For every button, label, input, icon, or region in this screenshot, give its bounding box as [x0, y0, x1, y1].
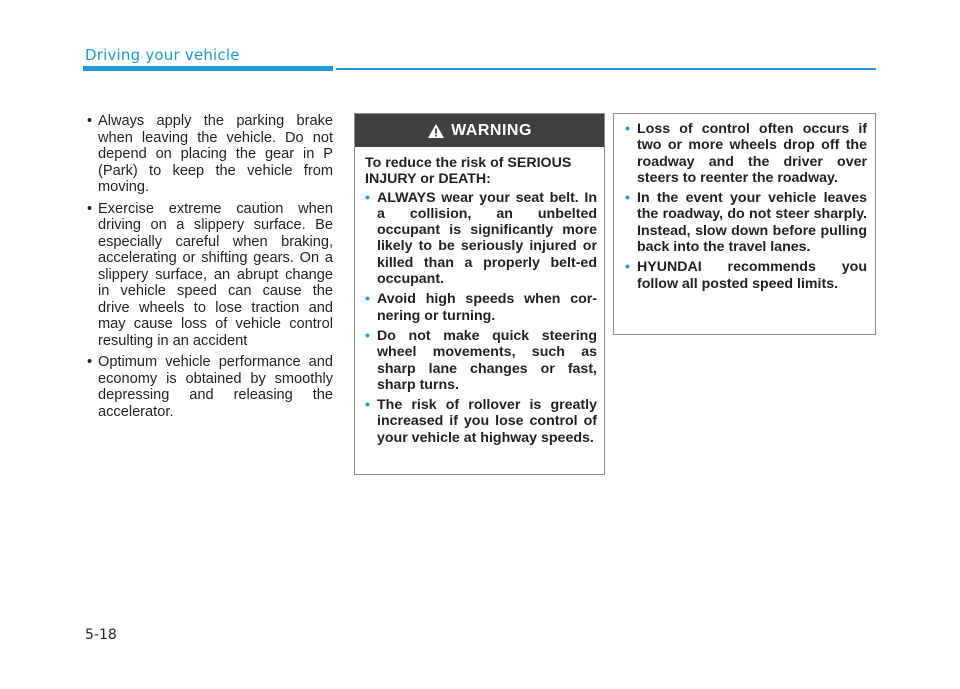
bullet-dot-icon: •: [625, 121, 630, 137]
list-item: • HYUNDAI recommends you follow all posted speed limits.: [625, 259, 867, 292]
bullet-dot-icon: •: [87, 200, 93, 217]
bullet-dot-icon: •: [87, 113, 93, 129]
list-item: • The risk of rollover is greatly increased if you lose control of your vehicle at highway speeds.: [365, 397, 597, 446]
bullet-dot-icon: •: [365, 291, 370, 308]
header-rule-thin: [336, 68, 876, 70]
bullet-dot-icon: •: [625, 190, 630, 207]
header-rule-thick: [83, 66, 333, 71]
section-title: Driving your vehicle: [85, 46, 240, 64]
warning-box: [354, 113, 605, 475]
bullet-dot-icon: •: [365, 327, 370, 344]
warning-continued-list: [625, 121, 867, 292]
list-item: • Do not make quick steering wheel movements, such as sharp lane changes or fast, sharp turns.: [365, 327, 597, 393]
bullet-dot-icon: •: [365, 189, 370, 206]
list-item: • Exercise extreme caution when driving on a slippery surface. Be especially careful when braking, accelerating or shifting gears. On a slippery surface, an abrupt change in vehicle speed can cause the drive wheels to lose traction and may cause loss of vehicle control resulting in an accident: [87, 200, 333, 349]
list-item: • In the event your vehicle leaves the roadway, do not steer sharply. Instead, slow down before pulling back into the travel lanes.: [625, 190, 867, 256]
warning-continued-box: [613, 113, 876, 335]
warning-intro: To reduce the risk of SERIOUS INJURY or DEATH:: [365, 155, 572, 188]
list-item: • Loss of control often occurs if two or more wheels drop off the roadway and the driver over steers to reenter the roadway.: [625, 121, 867, 186]
warning-header: [355, 114, 604, 147]
page-number: 5-18: [85, 627, 117, 643]
bullet-dot-icon: •: [625, 259, 630, 276]
bullet-dot-icon: •: [87, 354, 93, 370]
caution-list: [87, 113, 333, 420]
warning-body: [355, 147, 604, 446]
list-item: • Always apply the parking brake when leaving the vehicle. Do not depend on placing the gear in P (Park) to keep the vehicle from moving.: [87, 113, 333, 195]
left-column: [87, 113, 333, 425]
warning-title: WARNING: [451, 121, 532, 139]
list-item: • Avoid high speeds when cor-nering or turning.: [365, 291, 597, 324]
warning-triangle-icon: [427, 123, 445, 139]
list-item: • Optimum vehicle performance and economy is obtained by smoothly depressing and releasing the accelerator.: [87, 354, 333, 420]
list-item: • ALWAYS wear your seat belt. In a collision, an unbelted occupant is significantly more likely to be seriously injured or killed than a properly belt-ed occupant.: [365, 189, 597, 288]
warning-list: [365, 190, 597, 446]
bullet-dot-icon: •: [365, 397, 370, 414]
